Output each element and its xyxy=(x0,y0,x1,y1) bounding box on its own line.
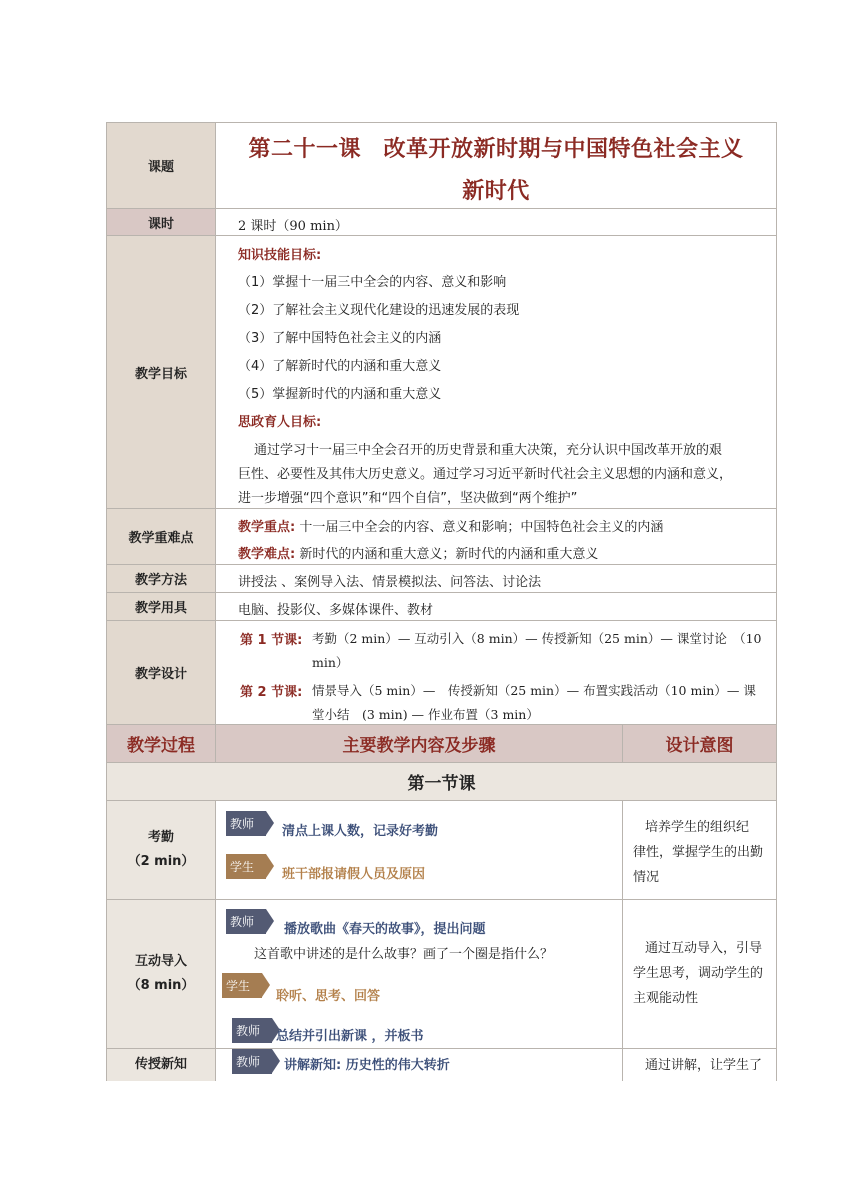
lesson1-line2: min） xyxy=(312,655,349,670)
student-action: 班干部报请假人员及原因 xyxy=(282,867,426,882)
knowledge-item: （4）了解新时代的内涵和重大意义 xyxy=(238,359,442,374)
design-cell xyxy=(216,621,777,725)
teacher-tag: 教师 xyxy=(226,909,266,934)
step-name: 考勤 xyxy=(147,830,174,845)
subject-row xyxy=(106,122,777,209)
teacher-action: 讲解新知: 历史性的伟大转折 xyxy=(284,1058,450,1073)
knowledge-item: （2）了解社会主义现代化建设的迅速发展的表现 xyxy=(238,303,520,318)
ideology-heading: 思政育人目标: xyxy=(238,415,322,430)
process-header-step: 教学过程 xyxy=(106,725,216,763)
step-intent xyxy=(623,900,777,1049)
teacher-action: 清点上课人数，记录好考勤 xyxy=(282,824,439,839)
class-hours-row xyxy=(106,209,777,236)
objectives-row xyxy=(106,236,777,509)
methods-value: 讲授法 、案例导入法、情景模拟法、问答法、讨论法 xyxy=(238,575,542,590)
subject-title-line1: 第二十一课 改革开放新时期与中国特色社会主义 xyxy=(248,137,744,162)
key-points-cell xyxy=(216,509,777,565)
difficulty-line xyxy=(238,543,598,562)
student-tag: 学生 xyxy=(226,854,266,879)
lesson-plan-table xyxy=(106,122,777,1081)
subject-title-line2: 新时代 xyxy=(462,179,530,204)
question-text: 这首歌中讲述的是什么故事？画了一个圈是指什么？ xyxy=(254,947,554,962)
subject-label: 课题 xyxy=(106,122,216,209)
step-row-interactive-intro xyxy=(106,900,777,1049)
process-header-intent: 设计意图 xyxy=(623,725,777,763)
class-hours-cell xyxy=(216,209,777,236)
step-label xyxy=(106,900,216,1049)
step-intent xyxy=(623,1049,777,1081)
tools-label: 教学用具 xyxy=(106,593,216,621)
methods-label: 教学方法 xyxy=(106,565,216,593)
step-content xyxy=(216,801,623,900)
ideology-line: 进一步增强“四个意识”和“四个自信”，坚决做到“两个维护” xyxy=(238,491,578,506)
objectives-label: 教学目标 xyxy=(106,236,216,509)
section-title: 第一节课 xyxy=(106,763,777,801)
class-hours-value: 2 课时（90 min） xyxy=(238,219,348,234)
step-intent xyxy=(623,801,777,900)
teacher-action: 总结并引出新课 ，并板书 xyxy=(276,1029,424,1044)
lesson1-line1: 考勤（2 min）— 互动引入（8 min）— 传授新知（25 min）— 课堂讨论 （10 xyxy=(312,631,762,646)
tools-row xyxy=(106,593,777,621)
design-row xyxy=(106,621,777,725)
teacher-tag: 教师 xyxy=(232,1018,272,1043)
teacher-action: 播放歌曲《春天的故事》，提出问题 xyxy=(284,922,486,937)
class-hours-label: 课时 xyxy=(106,209,216,236)
subject-title-cell xyxy=(216,122,777,209)
difficulty-label: 教学难点: xyxy=(238,547,296,562)
focus-label: 教学重点: xyxy=(238,520,296,535)
step-name: 互动导入 xyxy=(134,954,187,969)
lesson1-label: 第 1 节课: xyxy=(240,633,303,648)
methods-row xyxy=(106,565,777,593)
step-label xyxy=(106,1049,216,1081)
step-duration: （8 min） xyxy=(127,978,195,993)
knowledge-item: （5）掌握新时代的内涵和重大意义 xyxy=(238,387,442,402)
teacher-tag: 教师 xyxy=(226,811,266,836)
step-row-new-knowledge xyxy=(106,1049,777,1081)
tools-cell xyxy=(216,593,777,621)
difficulty-text: 新时代的内涵和重大意义；新时代的内涵和重大意义 xyxy=(299,547,599,562)
step-content xyxy=(216,1049,623,1081)
ideology-line: 巨性、必要性及其伟大历史意义。通过学习习近平新时代社会主义思想的内涵和意义， xyxy=(238,467,733,482)
lesson2-label: 第 2 节课: xyxy=(240,685,303,700)
process-header-content: 主要教学内容及步骤 xyxy=(216,725,623,763)
step-content xyxy=(216,900,623,1049)
focus-text: 十一届三中全会的内容、意义和影响；中国特色社会主义的内涵 xyxy=(299,520,664,535)
step-row-attendance xyxy=(106,801,777,900)
objectives-cell xyxy=(216,236,777,509)
teacher-tag: 教师 xyxy=(232,1049,272,1074)
ideology-line: 通过学习十一届三中全会召开的历史背景和重大决策，充分认识中国改革开放的艰 xyxy=(254,443,723,458)
knowledge-item: （1）掌握十一届三中全会的内容、意义和影响 xyxy=(238,275,507,290)
student-action: 聆听、思考、回答 xyxy=(276,989,381,1004)
intent-text: 培养学生的组织纪 律性，掌握学生的出勤 情况 xyxy=(633,820,764,885)
student-tag: 学生 xyxy=(222,973,262,998)
subject-title xyxy=(216,129,776,209)
intent-text: 通过互动导入，引导 学生思考，调动学生的 主观能动性 xyxy=(633,941,764,1006)
step-duration: （2 min） xyxy=(127,854,195,869)
methods-cell xyxy=(216,565,777,593)
focus-line xyxy=(238,516,663,535)
process-header-row xyxy=(106,725,777,763)
design-label: 教学设计 xyxy=(106,621,216,725)
key-points-label: 教学重难点 xyxy=(106,509,216,565)
lesson2-line1: 情景导入（5 min）— 传授新知（25 min）— 布置实践活动（10 min）— 课 xyxy=(312,683,756,698)
knowledge-item: （3）了解中国特色社会主义的内涵 xyxy=(238,331,442,346)
intent-text: 通过讲解，让学生了 xyxy=(645,1058,763,1073)
step-name: 传授新知 xyxy=(134,1057,187,1072)
knowledge-heading: 知识技能目标: xyxy=(238,248,322,263)
key-points-row xyxy=(106,509,777,565)
lesson2-line2: 堂小结 (3 min) — 作业布置（3 min） xyxy=(312,707,539,722)
step-label xyxy=(106,801,216,900)
tools-value: 电脑、投影仪、多媒体课件、教材 xyxy=(238,603,434,618)
